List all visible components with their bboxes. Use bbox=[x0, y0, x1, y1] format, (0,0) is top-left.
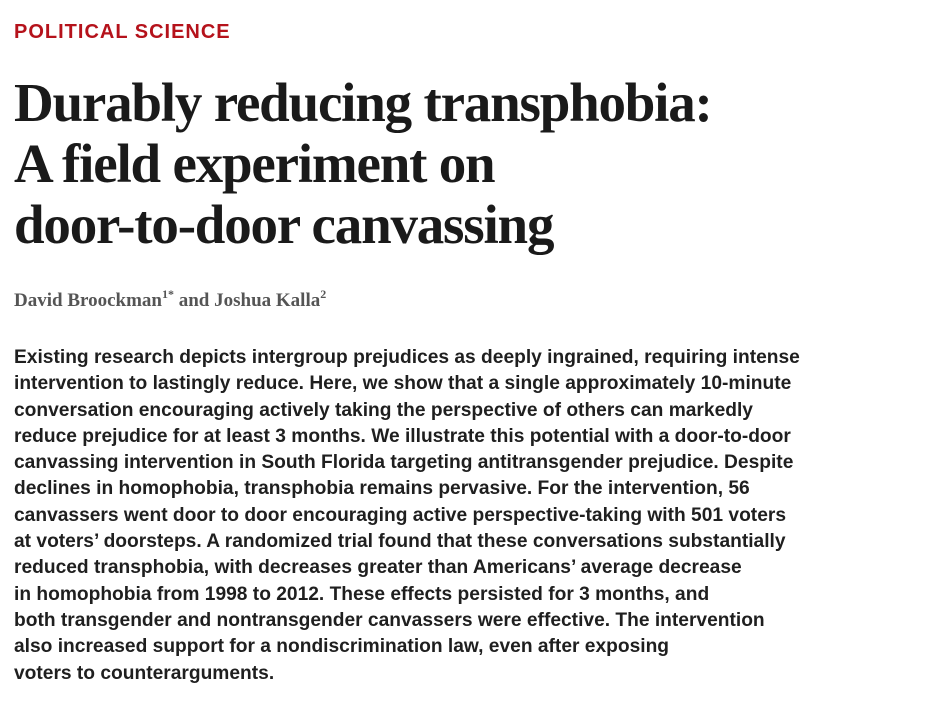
author-conjunction: and bbox=[173, 290, 215, 311]
abstract-line: voters to counterarguments. bbox=[14, 662, 275, 684]
title-line: A field experiment on bbox=[14, 133, 495, 194]
author-name: Joshua Kalla bbox=[214, 290, 321, 311]
author-affiliation: 2 bbox=[320, 287, 327, 301]
abstract-line: conversation encouraging actively taking the perspective of others can markedly bbox=[14, 399, 753, 421]
author-affiliation: 1* bbox=[161, 287, 174, 301]
section-label: POLITICAL SCIENCE bbox=[14, 21, 231, 43]
article-title bbox=[14, 72, 712, 255]
author-list bbox=[14, 287, 327, 312]
abstract-line: also increased support for a nondiscrimination law, even after exposing bbox=[14, 636, 670, 658]
title-line: Durably reducing transphobia: bbox=[14, 72, 712, 133]
abstract-line: declines in homophobia, transphobia remains pervasive. For the intervention, 56 bbox=[14, 478, 750, 500]
abstract-line: Existing research depicts intergroup prejudices as deeply ingrained, requiring intense bbox=[14, 347, 800, 368]
abstract-line: intervention to lastingly reduce. Here, we show that a single approximately 10-minute bbox=[14, 373, 792, 395]
abstract-line: reduced transphobia, with decreases greater than Americans’ average decrease bbox=[14, 557, 742, 579]
abstract-line: both transgender and nontransgender canvassers were effective. The intervention bbox=[14, 609, 765, 631]
title-line: door-to-door canvassing bbox=[14, 194, 554, 255]
abstract bbox=[14, 345, 800, 687]
abstract-line: reduce prejudice for at least 3 months. We illustrate this potential with a door-to-door bbox=[14, 425, 791, 447]
abstract-line: at voters’ doorsteps. A randomized trial found that these conversations substantially bbox=[14, 531, 786, 553]
author-name: David Broockman bbox=[14, 290, 162, 311]
abstract-line: canvassing intervention in South Florida targeting antitransgender prejudice. Despite bbox=[14, 452, 794, 474]
abstract-line: canvassers went door to door encouraging active perspective-taking with 501 voters bbox=[14, 504, 786, 526]
abstract-line: in homophobia from 1998 to 2012. These effects persisted for 3 months, and bbox=[14, 583, 710, 605]
